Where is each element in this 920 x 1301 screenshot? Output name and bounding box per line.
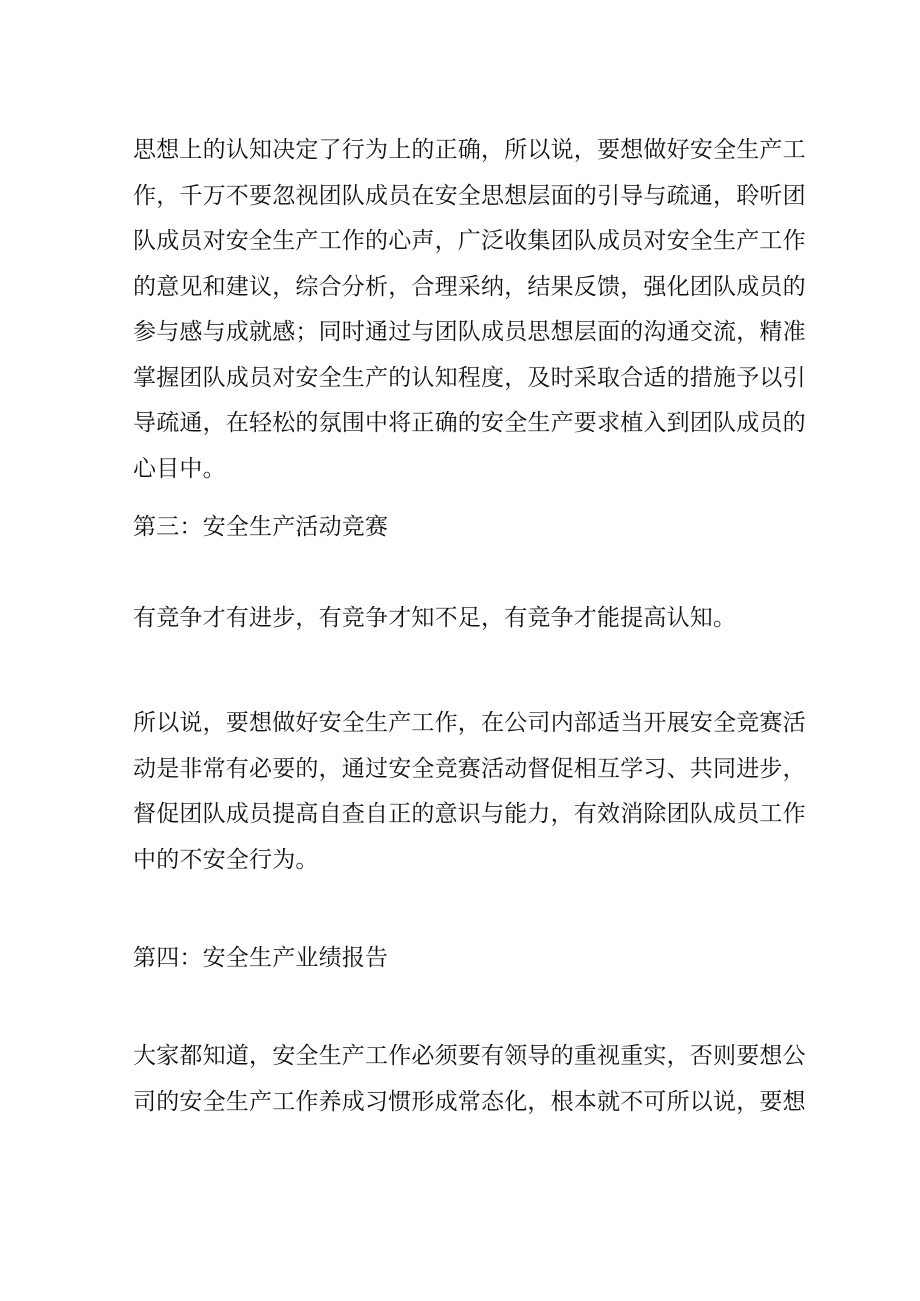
paragraph-competition-intro [133,596,813,642]
text-line: 动是非常有必要的，通过安全竞赛活动督促相互学习、共同进步， [133,755,806,782]
text-line: 心目中。 [133,455,226,482]
text-line: 作，千万不要忽视团队成员在安全思想层面的引导与疏通，聆听团 [133,182,806,209]
text-line: 有竞争才有进步，有竞争才知不足，有竞争才能提高认知。 [133,605,737,631]
text-line: 所以说，要想做好安全生产工作，在公司内部适当开展安全竞赛活 [133,710,806,736]
text-line: 掌握团队成员对安全生产的认知程度，及时采取合适的措施予以引 [133,364,806,391]
text-line: 司的安全生产工作养成习惯形成常态化，根本就不可所以说，要想 [133,1088,806,1115]
paragraph-thought-guidance [133,128,813,492]
heading-text: 第三：安全生产活动竞赛 [133,514,389,540]
text-line: 参与感与成就感；同时通过与团队成员思想层面的沟通交流，精准 [133,319,806,345]
heading-text: 第四：安全生产业绩报告 [133,945,389,971]
text-line: 队成员对安全生产工作的心声，广泛收集团队成员对安全生产工作 [133,228,806,254]
section-heading-fourth [133,936,813,982]
text-line: 大家都知道，安全生产工作必须要有领导的重视重实，否则要想公 [133,1043,806,1069]
text-line: 思想上的认知决定了行为上的正确，所以说，要想做好安全生产工 [133,137,806,163]
text-line: 导疏通，在轻松的氛围中将正确的安全生产要求植入到团队成员的 [133,410,806,436]
paragraph-competition-detail [133,701,813,883]
text-line: 督促团队成员提高自查自正的意识与能力，有效消除团队成员工作 [133,801,806,827]
paragraph-performance-report [133,1034,813,1125]
text-line: 中的不安全行为。 [133,846,319,873]
text-line: 的意见和建议，综合分析，合理采纳，结果反馈，强化团队成员的 [133,273,806,300]
section-heading-third [133,505,813,551]
